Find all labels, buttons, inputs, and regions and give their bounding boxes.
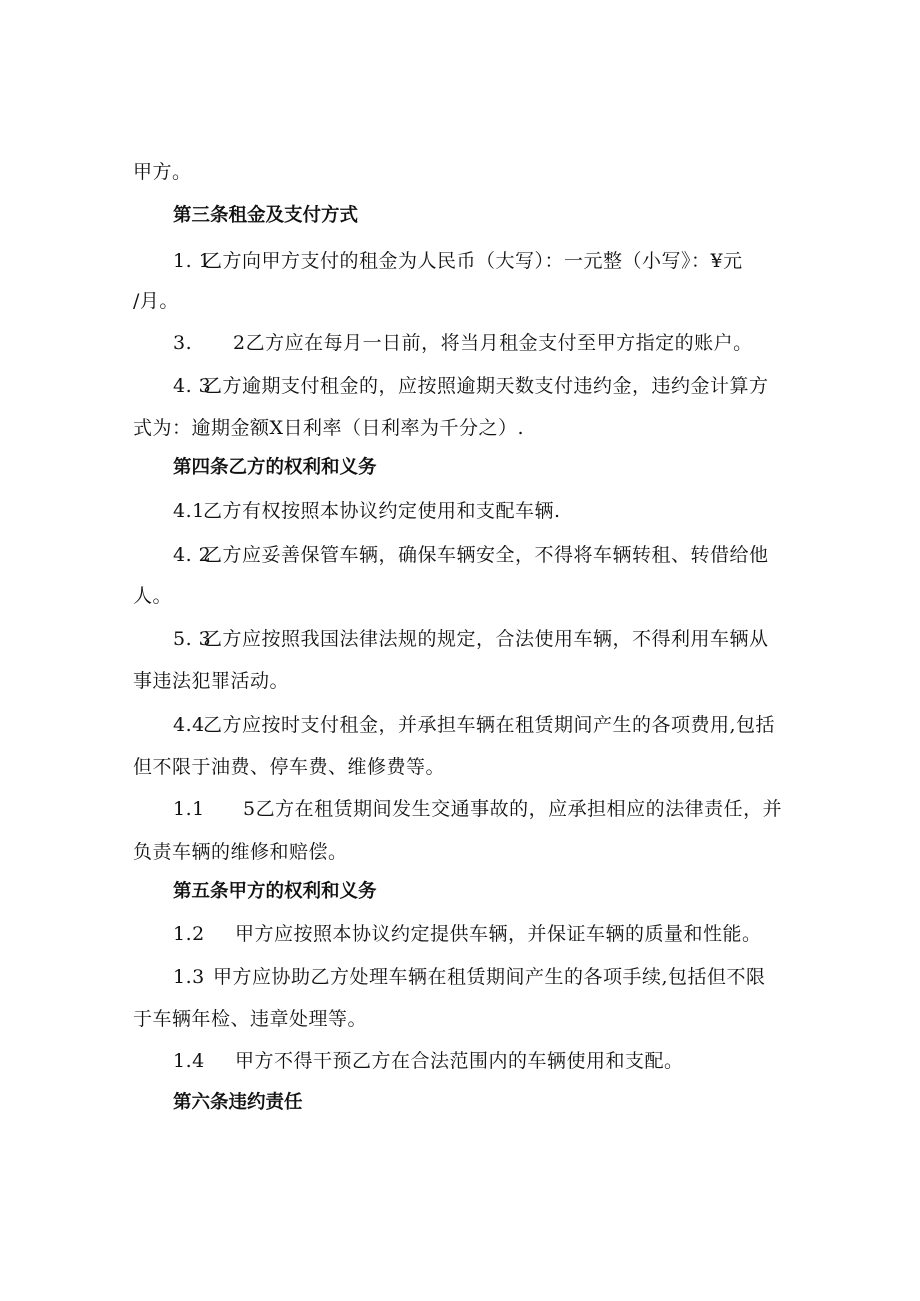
clause-text: 乙方向甲方支付的租金为人民币（大写）：一元整（小写》：¥元 <box>203 250 743 272</box>
text-line <box>133 840 348 864</box>
clause-text: 甲方不得干预乙方在合法范围内的车辆使用和支配。 <box>235 1050 684 1072</box>
clause-5-3 <box>173 1049 684 1073</box>
section-heading-4 <box>173 456 377 480</box>
line-text: 事违法犯罪活动。 <box>133 670 290 692</box>
clause-text: 乙方应妥善保管车辆，确保车辆安全，不得将车辆转租、转借给他 <box>203 544 769 566</box>
clause-text: 2乙方应在每月一日前，将当月租金支付至甲方指定的账户。 <box>233 332 753 354</box>
clause-number: 1.3 <box>173 966 205 988</box>
line-text: 于车辆年检、违章处理等。 <box>133 1008 368 1030</box>
clause-3-1 <box>173 249 743 273</box>
heading-text: 第三条租金及支付方式 <box>173 205 359 226</box>
clause-number: 4. 2 <box>173 544 212 566</box>
text-line <box>133 584 172 608</box>
heading-text: 第五条甲方的权利和义务 <box>173 881 377 902</box>
line-text: 式为：逾期金额X日利率（日利率为千分之）. <box>133 417 525 439</box>
section-heading-3 <box>173 204 358 228</box>
clause-number: 1.4 <box>173 1050 205 1072</box>
clause-text: 5乙方在租赁期间发生交通事故的，应承担相应的法律责任，并 <box>243 798 783 820</box>
clause-4-2 <box>173 543 769 567</box>
clause-text: 乙方应按照我国法律法规的规定，合法使用车辆，不得利用车辆从 <box>203 628 769 650</box>
clause-4-3 <box>173 627 769 651</box>
clause-4-5 <box>173 797 782 821</box>
clause-number: 4.4 <box>173 714 205 736</box>
text-line <box>133 755 445 779</box>
line-text: 负责车辆的维修和赔偿。 <box>133 841 348 863</box>
clause-5-1 <box>173 922 762 946</box>
text-line <box>133 160 192 184</box>
text-line <box>133 289 179 313</box>
section-heading-6 <box>173 1091 303 1115</box>
heading-text: 第六条违约责任 <box>173 1092 303 1113</box>
text-line <box>133 1007 367 1031</box>
heading-text: 第四条乙方的权利和义务 <box>173 457 377 478</box>
clause-text: 乙方逾期支付租金的，应按照逾期天数支付违约金，违约金计算方 <box>203 375 769 397</box>
text-line <box>133 669 289 693</box>
clause-text: 乙方应按时支付租金，并承担车辆在租赁期间产生的各项费用,包括 <box>203 714 776 736</box>
clause-number: 3. <box>173 332 193 354</box>
clause-number: 4.1 <box>173 500 205 522</box>
clause-text: 乙方有权按照本协议约定使用和支配车辆. <box>203 500 561 522</box>
section-heading-5 <box>173 880 377 904</box>
clause-text: 甲方应按照本协议约定提供车辆，并保证车辆的质量和性能。 <box>235 923 762 945</box>
clause-number: 5. 3 <box>173 628 212 650</box>
line-text: 甲方。 <box>133 161 192 183</box>
line-text: 但不限于油费、停车费、维修费等。 <box>133 756 446 778</box>
clause-number: 1.1 <box>173 798 205 820</box>
line-text: 人。 <box>133 585 173 607</box>
text-line <box>133 416 524 440</box>
clause-3-2 <box>173 331 753 355</box>
clause-number: 4. 3 <box>173 375 212 397</box>
line-text: /月。 <box>133 290 179 312</box>
clause-text: 甲方应协助乙方处理车辆在租赁期间产生的各项手续,包括但不限 <box>213 966 766 988</box>
clause-number: 1.2 <box>173 923 205 945</box>
clause-5-2 <box>173 965 766 989</box>
clause-4-1 <box>173 499 561 523</box>
clause-4-4 <box>173 713 775 737</box>
clause-3-3 <box>173 374 769 398</box>
clause-number: 1. 1 <box>173 250 212 272</box>
